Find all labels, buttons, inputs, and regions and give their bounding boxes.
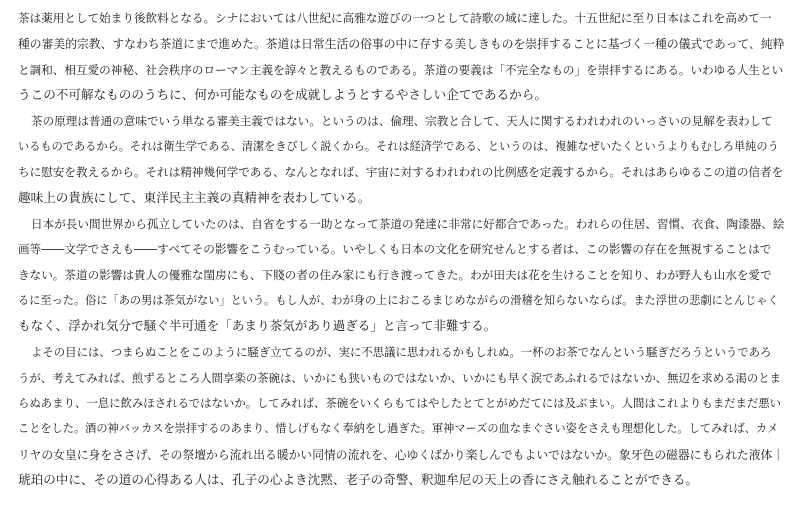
paragraph-1-line-4: うこの不可解なもののうちに、何か可能なものを成就しようとするやさしい企てであるから。 [18, 87, 547, 102]
paragraph-2-line-4: 趣味上の貴族にして、東洋民主主義の真精神を表わしている。 [18, 190, 371, 205]
paragraph-3-line-3: きない。茶道の影響は貴人の優雅な閨房にも、下賤の者の住み家にも行き渡ってきた。わが田夫は花を生けることを知り、わが野人も山水を愛で [18, 268, 772, 282]
paragraph-3-line-4: るに至った。俗に「あの男は茶気がない」という。もし人が、わが身の上におこるまじめながらの滑稽を知らないならば。また浮世の悲劇にとんじゃく [18, 294, 779, 307]
paragraph-2-line-1: 茶の原理は普通の意味でいう単なる審美主義ではない。というのは、倫理、宗教と合して、天人に関するわれわれのいっさいの見解を表わして [31, 114, 773, 128]
paragraph-3-line-5: もなく、浮かれ気分で騒ぐ半可通を「あまり茶気があり過ぎる」と言って非難する。 [18, 318, 497, 333]
paragraph-1-line-3: と調和、相互愛の神秘、社会秩序のローマン主義を諄々と教えるものである。茶道の要義は「不完全なもの」を崇拝するにある。いわゆる人生とい [18, 63, 784, 77]
paragraph-1-line-1: 茶は薬用として始まり後飲料となる。シナにおいては八世紀に高雅な遊びの一つとして詩歌の域に達した。十五世紀に至り日本はこれを高めて一 [18, 11, 772, 25]
paragraph-4-line-6: 琥珀の中に、その道の心得ある人は、孔子の心よき沈黙、老子の奇警、釈迦牟尼の天上の香にさえ触れることができる。 [18, 472, 699, 487]
paragraph-3-line-2: 画等――文学でさえも――すべてその影響をこうむっている。いやしくも日本の文化を研究せんとする者は、この影響の存在を無視することはで [18, 242, 772, 256]
paragraph-4-line-2: うが、考えてみれば、煎ずるところ人間享楽の茶碗は、いかにも狭いものではないか、いかにも早く涙であふれるではないか、無辺を求める渇のとま [18, 371, 782, 385]
paragraph-4-line-1: よその目には、つまらぬことをこのように騒ぎ立てるのが、実に不思議に思われるかもしれぬ。一杯のお茶でなんという騒ぎだろうというであろ [31, 345, 772, 359]
paragraph-4-line-4: ことをした。酒の神バッカスを崇拝するのあまり、惜しげもなく奉納をし過ぎた。軍神マーズの血なまぐさい姿をさえも理想化した。してみれば、カメ [18, 422, 779, 435]
paragraph-4-line-5: リヤの女皇に身をささげ、その祭壇から流れ出る暖かい同情の流れを、心ゆくばかり楽しんでもよいではないか。象牙色の磁器にもられた液体｜ [18, 448, 784, 462]
paragraph-2-line-3: ちに慰安を教えるから。それは精神幾何学である、なんとなれば、宇宙に対するわれわれの比例感を定義するから。それはあらゆるこの道の信者を [18, 165, 784, 179]
paragraph-4-line-3: らぬあまり、一息に飲みほされるではないか。してみれば、茶碗をいくらもてはやしたとてとがめだてには及ぶまい。人間はこれよりもまだまだ悪い [18, 396, 782, 410]
paragraph-1-line-2: 種の審美的宗教、すなわち茶道にまで進めた。茶道は日常生活の俗事の中に存する美しきものを崇拝することに基づく一種の儀式であって、純粋 [18, 37, 784, 51]
paragraph-2-line-2: いるものであるから。それは衛生学である、清潔をきびしく説くから。それは経済学である、というのは、複雑なぜいたくというよりもむしろ単純のう [18, 140, 779, 153]
paragraph-3-line-1: 日本が長い間世界から孤立していたのは、自省をする一助となって茶道の発達に非常に好都合であった。われらの住居、習慣、衣食、陶漆器、絵 [31, 217, 784, 231]
